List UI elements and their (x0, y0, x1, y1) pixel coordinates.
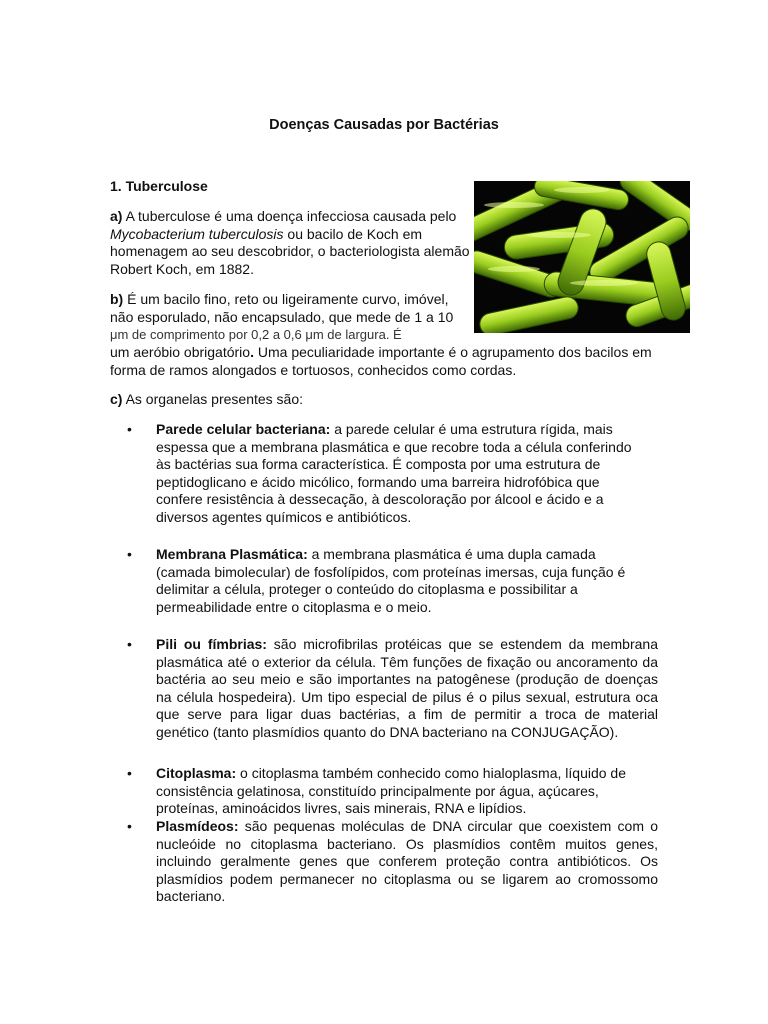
list-item-text (156, 636, 658, 742)
list-item-text (156, 818, 658, 906)
organelle-description: são pequenas moléculas de DNA circular que coexistem com o nucleóide no citoplasma bacteriano. Os plasmídios contêm muitos genes, incluindo geralmente genes que conferem proteção contra antibióticos. Os plasmídios podem permanecer no citoplasma ou se ligarem ao cromossomo bacteriano. (156, 818, 658, 905)
organelle-description: o citoplasma também conhecido como hialoplasma, líquido de consistência gelatinosa, constituído principalmente por água, açúcares, proteínas, aminoácidos livres, sais minerais, RNA e lipídios. (156, 765, 627, 817)
paragraph-a-marker: a) (110, 208, 123, 224)
bullet-icon: • (127, 546, 132, 562)
organelle-term: Parede celular bacteriana: (156, 421, 331, 437)
organelle-term: Citoplasma: (156, 765, 237, 781)
bullet-icon: • (127, 818, 132, 834)
paragraph-c-marker: c) (110, 391, 123, 407)
organelle-description: a parede celular é uma estrutura rígida, mais espessa que a membrana plasmática e que recobre toda a célula conferindo às bactérias sua forma característica. É composta por uma estrutura de peptidoglicano e ácido micólico, formando uma barreira hidrofóbica que confere resistência à dessecação, à descoloração por álcool e ácido e a diversos agentes químicos e antibióticos. (156, 421, 632, 525)
paragraph-a (110, 208, 470, 278)
paragraph-c-text: As organelas presentes são: (122, 391, 304, 407)
section-heading: 1. Tuberculose (110, 178, 208, 194)
organelle-term: Plasmídeos: (156, 818, 239, 834)
paragraph-b-text-2: um aeróbio obrigatório (110, 344, 251, 360)
page-title: Doenças Causadas por Bactérias (269, 117, 499, 133)
paragraph-a-text-2: ou bacilo de Koch em homenagem ao seu descobridor, o bacteriologista alemão Robert Koch, em 1882. (110, 225, 470, 277)
bacteria-micrograph-image (474, 181, 690, 333)
organelle-description: a membrana plasmática é uma dupla camada (camada bimolecular) de fosfolípidos, com proteínas imersas, cuja função é delimitar a célula, proteger o conteúdo do citoplasma e possibilitar a permeabilidade entre o citoplasma e o meio. (156, 546, 626, 615)
paragraph-c (110, 391, 670, 409)
paragraph-b-top (110, 291, 462, 344)
list-item-text (156, 546, 641, 616)
paragraph-a-text-1: A tuberculose é uma doença infecciosa causada pelo (122, 208, 457, 224)
paragraph-b-text-3: Uma peculiaridade importante é o agrupamento dos bacilos em forma de ramos alongados e tortuosos, conhecidos como cordas. (110, 344, 652, 378)
organelle-term: Pili ou fímbrias: (156, 636, 267, 652)
bullet-icon: • (127, 765, 132, 781)
bacteria-illustration (474, 181, 690, 333)
paragraph-b-marker: b) (110, 291, 124, 307)
bullet-icon: • (127, 421, 132, 437)
organelle-description: são microfibrilas protéicas que se estendem da membrana plasmática até o exterior da célula. Têm funções de fixação ou ancoramento da bactéria ao seu meio e são importantes na patogênese (produção de doenças na célula hospedeira). Um tipo especial de pilus é o pilus sexual, estrutura oca que serve para ligar duas bactérias, a fim de permitir a troca de material genético (tanto plasmídios quanto do DNA bacteriano na CONJUGAÇÃO). (156, 636, 658, 740)
organelle-term: Membrana Plasmática: (156, 546, 308, 562)
paragraph-b-rest (110, 344, 670, 379)
list-item-text (156, 421, 636, 527)
paragraph-b-text-1: É um bacilo fino, reto ou ligeiramente curvo, imóvel, não esporulado, não encapsulado, que mede de 1 a 10 (110, 291, 454, 325)
species-name: Mycobacterium tuberculosis (110, 225, 284, 242)
paragraph-b-bold-dot: . (250, 344, 254, 360)
paragraph-b-units: μm de comprimento por 0,2 a 0,6 μm de largura. É (110, 327, 402, 343)
list-item-text (156, 765, 636, 818)
bullet-icon: • (127, 636, 132, 652)
